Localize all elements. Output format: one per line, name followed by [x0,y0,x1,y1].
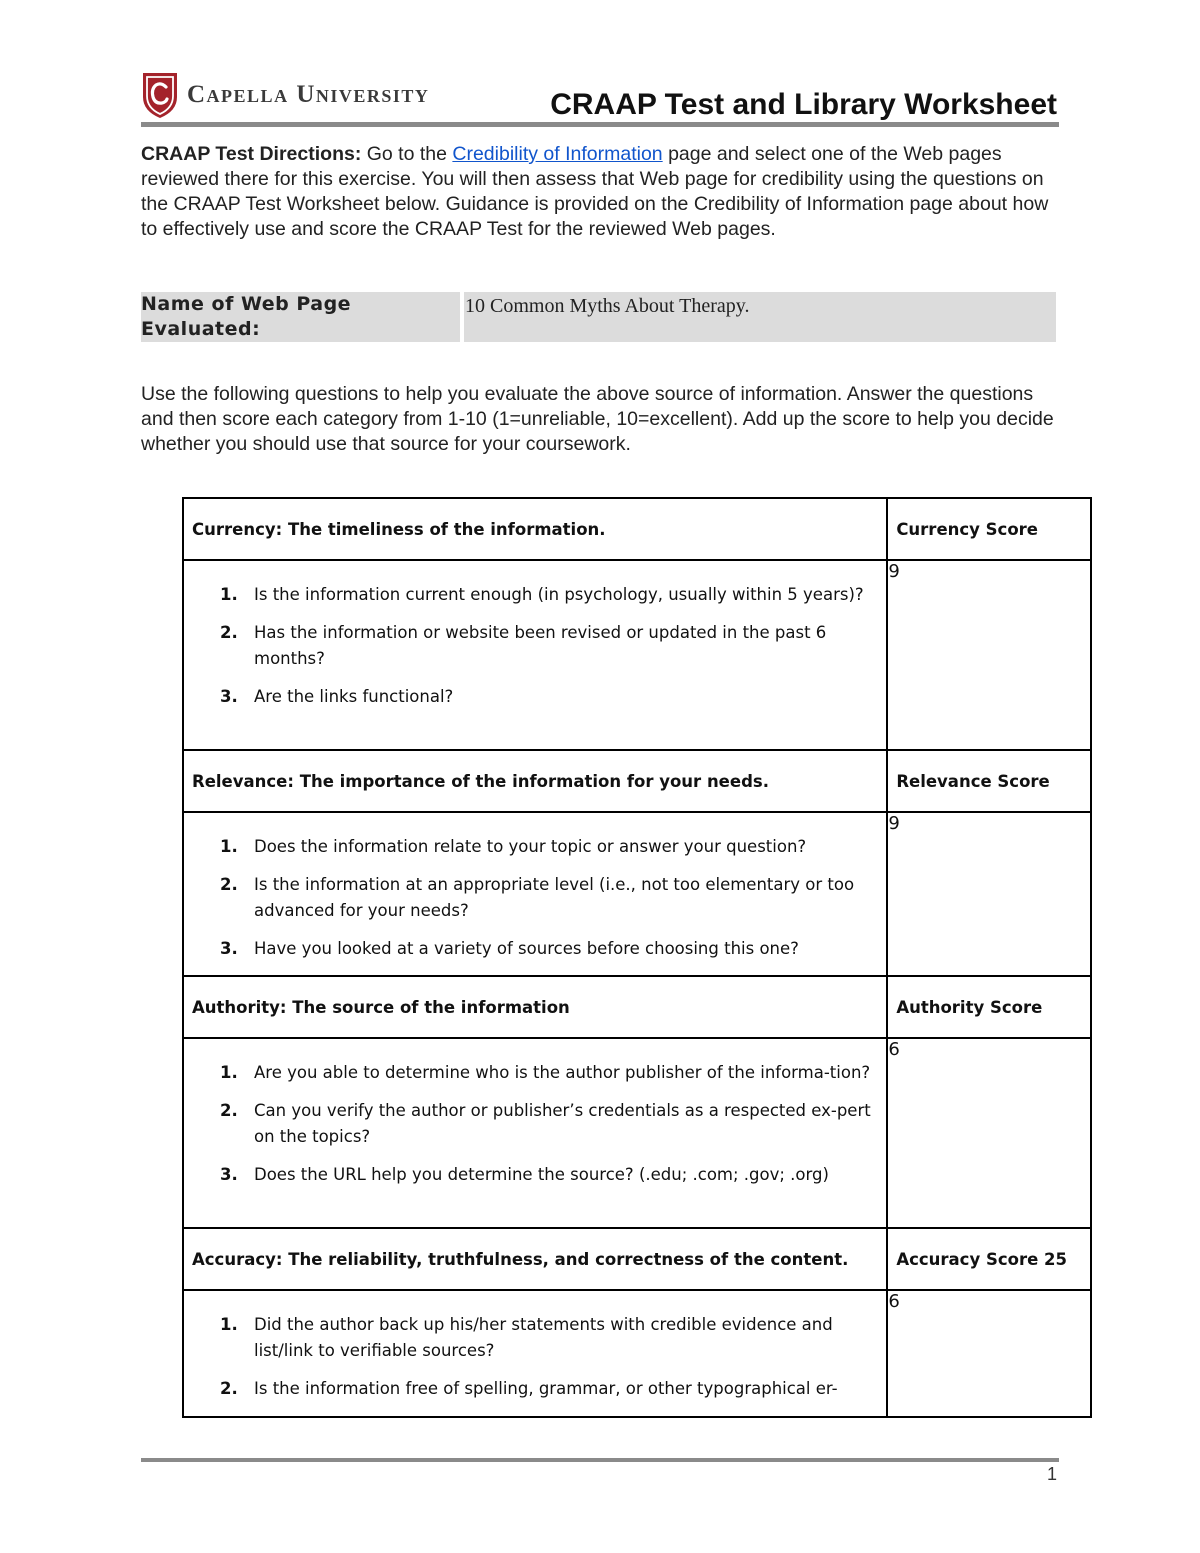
question-item: 3. Are the links functional? [220,687,454,706]
question-item: 1. Does the information relate to your topic or answer your question? [220,837,807,856]
instructions-paragraph: Use the following questions to help you evaluate the above source of information. Answer the questions and then score each category from 1-10 (1=unreliable, 10=excellent). Add up the score to help you decide whether you should use that source for your coursework. [141,383,1054,455]
section-title: Accuracy: The reliability, truthfulness, and correctness of the content. [183,1228,887,1290]
section-body-row [183,1290,1091,1417]
section-title: Authority: The source of the information [183,976,887,1038]
question-cell [183,560,887,750]
section-header-row [183,1228,1091,1290]
credibility-of-information-link[interactable]: Credibility of Information [452,143,663,165]
section-body-row [183,1038,1091,1228]
evaluated-page-row [141,292,1055,342]
score-field[interactable]: 9 [887,560,1091,750]
question-item: 1. Did the author back up his/her statements with credible evidence and list/link to verifiable sources? [220,1315,833,1360]
section-header-row [183,976,1091,1038]
header-rule [141,122,1059,127]
question-item: 1. Are you able to determine who is the author publisher of the informa-tion? [220,1063,871,1082]
question-item: 2. Can you verify the author or publisher’s credentials as a respected ex-pert on the topics? [220,1101,871,1146]
question-cell [183,1290,887,1417]
score-label: Currency Score [887,498,1091,560]
section-header-row [183,750,1091,812]
university-name: Capella University [187,81,430,108]
directions-label: CRAAP Test Directions: [141,143,362,165]
directions-text-before-link: Go to the [361,143,453,165]
document-title: CRAAP Test and Library Worksheet [550,88,1057,121]
question-cell [183,812,887,976]
score-field[interactable]: 6 [887,1038,1091,1228]
question-list [184,1060,886,1188]
section-title: Relevance: The importance of the information for your needs. [183,750,887,812]
directions-paragraph [141,142,1059,242]
question-item: 2. Is the information at an appropriate level (i.e., not too elementary or too advanced for your needs? [220,875,855,920]
question-item: 2. Has the information or website been revised or updated in the past 6 months? [220,623,827,668]
university-logo [141,70,429,120]
question-item: 1. Is the information current enough (in psychology, usually within 5 years)? [220,585,864,604]
score-field[interactable]: 6 [887,1290,1091,1417]
footer-rule [141,1458,1059,1462]
score-label: Accuracy Score 25 [887,1228,1091,1290]
score-label: Relevance Score [887,750,1091,812]
question-item: 3. Have you looked at a variety of sources before choosing this one? [220,939,799,958]
page-header [141,68,1059,124]
score-label: Authority Score [887,976,1091,1038]
section-header-row [183,498,1091,560]
question-list [184,834,886,962]
question-item: 3. Does the URL help you determine the source? (.edu; .com; .gov; .org) [220,1165,829,1184]
shield-logo-icon [141,71,179,119]
section-body-row [183,812,1091,976]
question-cell [183,1038,887,1228]
question-item: 2. Is the information free of spelling, grammar, or other typographical er- [220,1379,838,1398]
section-title: Currency: The timeliness of the information. [183,498,887,560]
score-field[interactable]: 9 [887,812,1091,976]
page-number: 1 [1046,1464,1057,1484]
directions-text-after-link: page and select one of the Web pages reviewed there for this exercise. You will then assess that Web page for credibility using the questions on the CRAAP Test Worksheet below. Guidance is provided on the Credibility of Information page about how to effectively use and score the CRAAP Test for the reviewed Web pages. [141,143,1049,240]
question-list [184,582,886,710]
evaluated-page-label: Name of Web Page Evaluated: [141,292,460,342]
question-list [184,1312,886,1402]
section-body-row [183,560,1091,750]
evaluated-page-field[interactable]: 10 Common Myths About Therapy. [464,292,1056,342]
craap-worksheet-table [182,497,1092,1418]
